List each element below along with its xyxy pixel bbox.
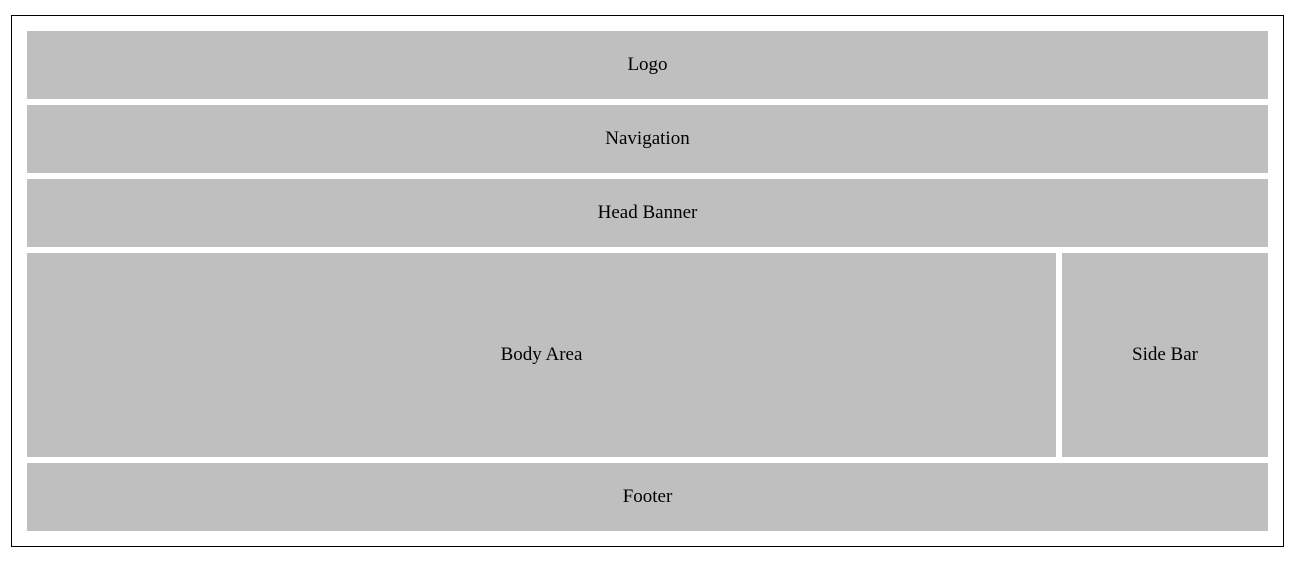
side-bar-label: Side Bar [1132,344,1198,365]
side-bar-block [1062,253,1268,457]
logo-block [27,31,1268,99]
body-area-label: Body Area [500,344,583,365]
footer-label: Footer [622,486,673,507]
body-area-block [27,253,1056,457]
navigation-block [27,105,1268,173]
head-banner-label: Head Banner [597,202,698,223]
logo-label: Logo [627,54,668,75]
page-layout-frame [11,15,1284,547]
head-banner-block [27,179,1268,247]
footer-block [27,463,1268,531]
navigation-label: Navigation [605,128,690,149]
